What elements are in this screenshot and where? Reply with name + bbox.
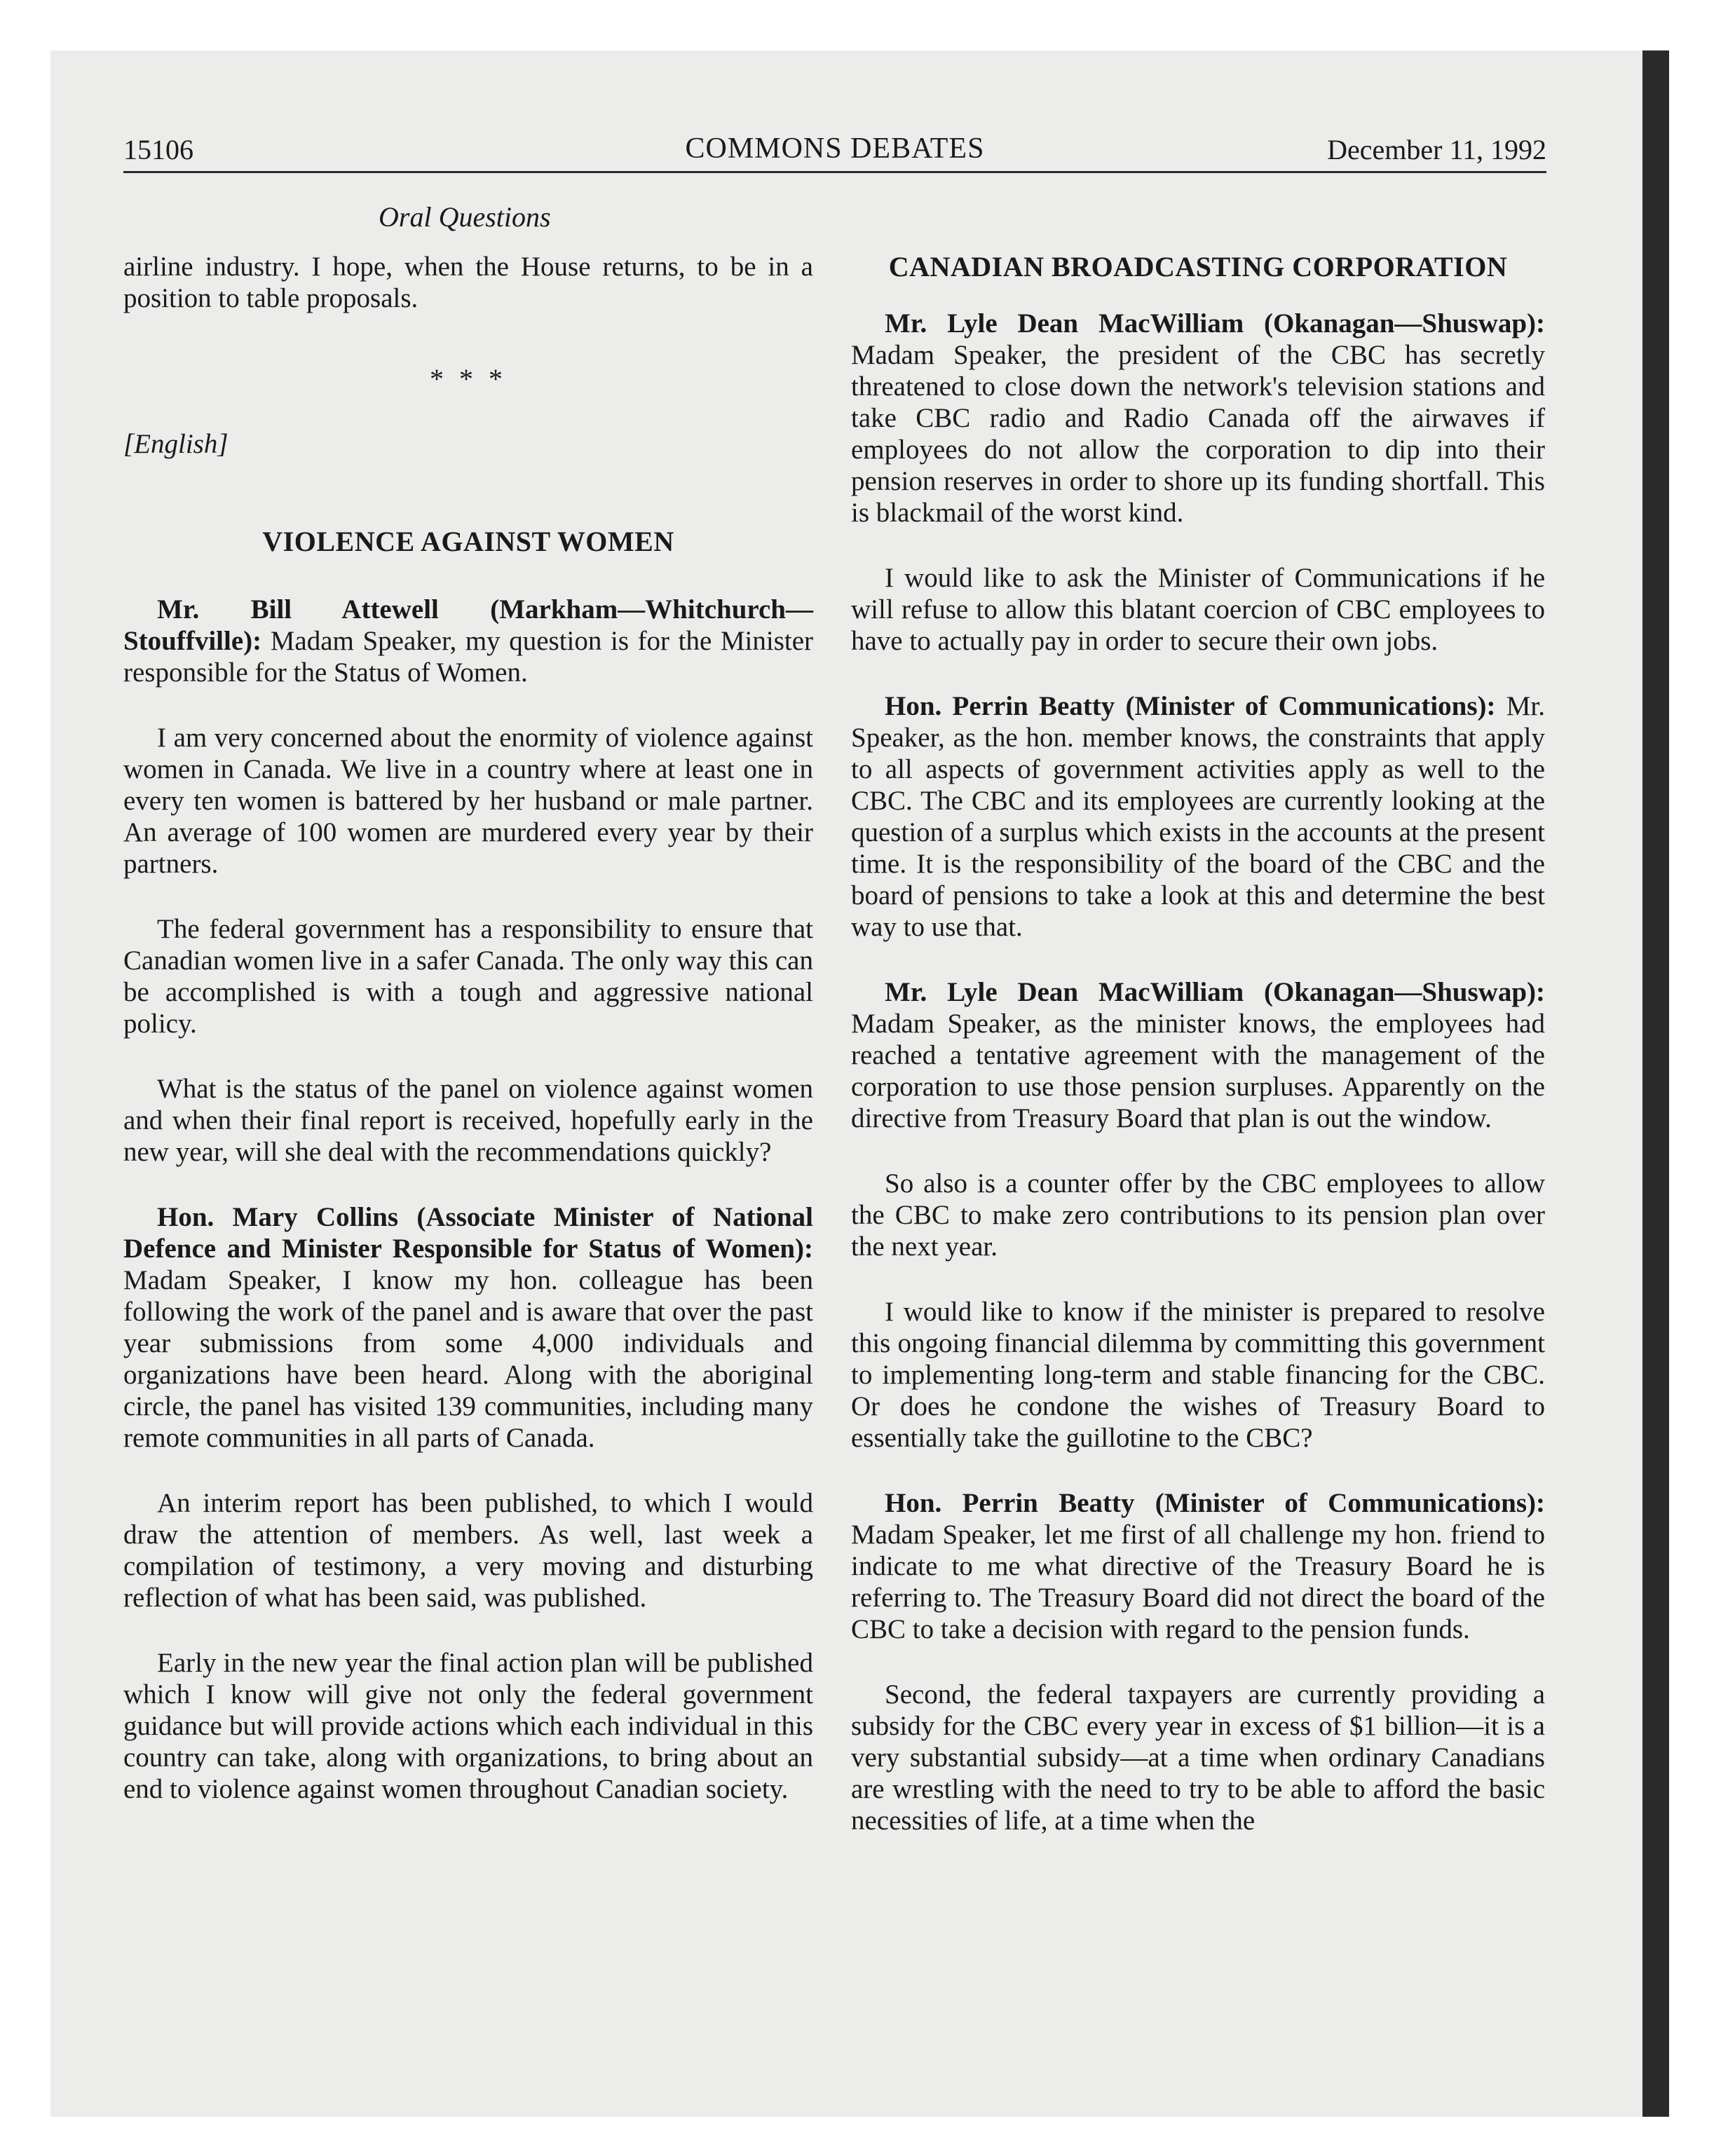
speaker-name: Mr. Lyle Dean MacWilliam (Okanagan—Shuswap): xyxy=(885,977,1545,1007)
paragraph: Early in the new year the final action plan will be published which I know will give not only the federal government guidance but will provide actions which each individual in this country can take, along with organizations, to bring about an end to violence against women throughout Canadian society. xyxy=(123,1648,813,1804)
paragraph: I would like to ask the Minister of Communications if he will refuse to allow this blatant coercion of CBC employees to have to actually pay in order to secure their own jobs. xyxy=(851,563,1545,656)
publication-title: COMMONS DEBATES xyxy=(685,132,985,165)
header-rule xyxy=(123,171,1546,173)
left-column xyxy=(123,251,813,1838)
speech xyxy=(851,1487,1545,1645)
speech xyxy=(851,976,1545,1134)
paragraph: I am very concerned about the enormity of violence against women in Canada. We live in a country where at least one in every ten women is battered by her husband or male partner. An average of 100 women are murdered every year by their partners. xyxy=(123,723,813,879)
page-number: 15106 xyxy=(123,134,193,165)
speaker-name: Mr. Bill Attewell (Markham—Whitchurch—Stouffville): xyxy=(123,594,813,656)
paragraph: What is the status of the panel on violence against women and when their final report is received, hopefully early in the new year, will she deal with the recommendations quickly? xyxy=(123,1074,813,1167)
section-heading: VIOLENCE AGAINST WOMEN xyxy=(262,526,674,557)
right-column xyxy=(851,251,1545,1870)
speech-text: Madam Speaker, let me first of all challenge my hon. friend to indicate to me what directive of the Treasury Board he is referring to. The Treasury Board did not direct the board of the CBC to take a decision with regard to the pension funds. xyxy=(851,1520,1545,1644)
speech xyxy=(123,594,813,688)
section-heading: CANADIAN BROADCASTING CORPORATION xyxy=(888,251,1508,282)
scan-edge-shadow xyxy=(1642,50,1669,2117)
speech xyxy=(851,690,1545,943)
section-subhead: Oral Questions xyxy=(379,201,551,233)
paragraph: The federal government has a responsibility to ensure that Canadian women live in a safer Canada. The only way this can be accomplished is with a tough and aggressive national policy. xyxy=(123,914,813,1039)
paragraph: I would like to know if the minister is prepared to resolve this ongoing financial dilemma by committing this government to implementing long-term and stable financing for the CBC. Or does he condone the wishes of Treasury Board to essentially take the guillotine to the CBC? xyxy=(851,1297,1545,1453)
speaker-name: Mr. Lyle Dean MacWilliam (Okanagan—Shuswap): xyxy=(885,308,1545,339)
speaker-name: Hon. Perrin Beatty (Minister of Communications): xyxy=(885,691,1496,721)
language-marker: [English] xyxy=(123,429,229,459)
speech-text: Madam Speaker, I know my hon. colleague has been following the work of the panel and is aware that over the past year submissions from some 4,000 individuals and organizations have been heard. Along with the aboriginal circle, the panel has visited 139 communities, including many remote communities in all parts of Canada. xyxy=(123,1265,813,1453)
speech-text: Madam Speaker, the president of the CBC has secretly threatened to close down the network's television stations and take CBC radio and Radio Canada off the airwaves if employees do not allow the corporation to dip into their pension reserves in order to shore up its funding shortfall. This is blackmail of the worst kind. xyxy=(851,340,1545,528)
speaker-name: Hon. Perrin Beatty (Minister of Communications): xyxy=(885,1488,1545,1518)
header-date: December 11, 1992 xyxy=(1327,134,1546,165)
page-header xyxy=(123,128,1546,171)
paragraph: airline industry. I hope, when the House returns, to be in a position to table proposals. xyxy=(123,252,813,313)
speech-text: Madam Speaker, my question is for the Minister responsible for the Status of Women. xyxy=(123,626,814,688)
speech xyxy=(851,308,1545,528)
speech-text: Madam Speaker, as the minister knows, the employees had reached a tentative agreement with the management of the corporation to use those pension surpluses. Apparently on the directive from Treasury Board that plan is out the window. xyxy=(851,1009,1545,1133)
speech xyxy=(123,1201,813,1454)
paragraph: An interim report has been published, to which I would draw the attention of members. As well, last week a compilation of testimony, a very moving and disturbing reflection of what has been said, was published. xyxy=(123,1488,813,1613)
speech-text: Mr. Speaker, as the hon. member knows, the constraints that apply to all aspects of government activities apply as well to the CBC. The CBC and its employees are currently looking at the question of a surplus which exists in the accounts at the present time. It is the responsibility of the board of the CBC and the board of pensions to take a look at this and determine the best way to use that. xyxy=(851,691,1546,942)
speaker-name: Hon. Mary Collins (Associate Minister of National Defence and Minister Responsible for Status of Women): xyxy=(123,1202,813,1264)
paragraph: Second, the federal taxpayers are currently providing a subsidy for the CBC every year in excess of $1 billion—it is a very substantial subsidy—at a time when ordinary Canadians are wrestling with the need to try to be able to afford the basic necessities of life, at a time when the xyxy=(851,1679,1545,1836)
paragraph: So also is a counter offer by the CBC employees to allow the CBC to make zero contributions to its pension plan over the next year. xyxy=(851,1168,1545,1262)
section-separator: * * * xyxy=(430,363,507,395)
